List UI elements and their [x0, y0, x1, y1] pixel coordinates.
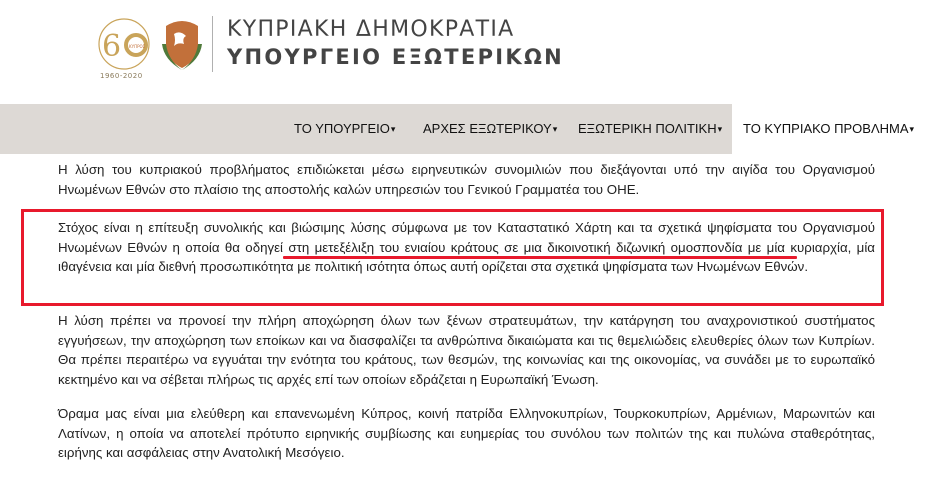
- nav-item-label: ΑΡΧΕΣ ΕΞΩΤΕΡΙΚΟΥ: [423, 121, 552, 136]
- site-header: [0, 0, 929, 104]
- paragraph-vision: Όραμα μας είναι μια ελεύθερη και επανενωμένη Κύπρος, κοινή πατρίδα Ελληνοκυπρίων, Τουρκοκυπρίων, Αρμένιων, Μαρωνιτών και Λατίνων, η οποία να αποτελεί πρότυπο ειρηνικής συμβίωσης και ευημερίας του συνόλου των πολιτών της και πυλώνα σταθερότητας, ειρήνης και ασφάλειας στην Ανατολική Μεσόγειο.: [58, 406, 875, 461]
- nav-item-foreign-policy[interactable]: [578, 104, 722, 154]
- paragraph-solution-talks: Η λύση του κυπριακού προβλήματος επιδιώκεται μέσω ειρηνευτικών συνομιλιών που διεξάγονται υπό την αιγίδα του Οργανισμού Ηνωμένων Εθνών στο πλαίσιο της αποστολής καλών υπηρεσιών του Γενικού Γραμματέα του ΟΗΕ.: [58, 162, 875, 197]
- chevron-down-icon: ▾: [552, 124, 558, 134]
- paragraph-objective: Στόχος είναι η επίτευξη συνολικής και βιώσιμης λύσης σύμφωνα με τον Καταστατικό Χάρτη και τα σχετικά ψηφίσματα του Οργανισμού Ηνωμένων Εθνών η οποία θα οδηγεί στη μετεξέλιξη του ενιαίου κράτους σε μια δικοινοτική διζωνική ομοσπονδία με μία κυριαρχία, μία ιθαγένεια και μία διεθνή προσωπικότητα με πολιτική ισότητα όπως αυτή ορίζεται στα σχετικά ψηφίσματα των Ηνωμένων Εθνών.: [58, 220, 875, 275]
- paragraph-requirements: Η λύση πρέπει να προνοεί την πλήρη αποχώρηση όλων των ξένων στρατευμάτων, την κατάργηση του αναχρονιστικού συστήματος εγγυήσεων, την αποχώρηση των εποίκων και να διασφαλίζει τα ανθρώπινα δικαιώματα και τις θεμελιώδεις ελευθερίες όλων των Κυπρίων. Θα πρέπει περαιτέρω να εγγυάται την ενότητα του κράτους, των θεσμών, της κοινωνίας και της οικονομίας, να συνάδει με το ευρωπαϊκό κεκτημένο και να σέβεται πλήρως τις αρχές επί των οποίων εδράζεται η Ευρωπαϊκή Ένωση.: [58, 313, 875, 388]
- country-title: ΚΥΠΡΙΑΚΗ ΔΗΜΟΚΡΑΤΙΑ: [227, 17, 515, 42]
- annotation-underline: [283, 256, 797, 259]
- chevron-down-icon: ▾: [717, 124, 723, 134]
- chevron-down-icon: ▾: [390, 124, 396, 134]
- anniversary-years: 1960-2020: [100, 72, 143, 80]
- nav-item-label: ΤΟ ΥΠΟΥΡΓΕΙΟ: [294, 121, 390, 136]
- chevron-down-icon: ▾: [909, 124, 915, 134]
- nav-item-label: ΤΟ ΚΥΠΡΙΑΚΟ ΠΡΟΒΛΗΜΑ: [743, 121, 909, 136]
- svg-text:ΚΥΠΡΟΣ: ΚΥΠΡΟΣ: [129, 44, 146, 49]
- 60-anniversary-logo-icon[interactable]: [96, 16, 152, 72]
- header-divider: [212, 16, 213, 72]
- main-navigation: [0, 104, 929, 154]
- nav-item-label: ΕΞΩΤΕΡΙΚΗ ΠΟΛΙΤΙΚΗ: [578, 121, 717, 136]
- nav-item-cyprus-problem[interactable]: [732, 104, 929, 154]
- nav-item-ministry[interactable]: [294, 104, 395, 154]
- cyprus-emblem-icon[interactable]: [158, 16, 206, 72]
- svg-text:6: 6: [102, 29, 122, 64]
- ministry-title[interactable]: ΥΠΟΥΡΓΕΙΟ ΕΞΩΤΕΡΙΚΩΝ: [227, 45, 564, 69]
- nav-item-missions-abroad[interactable]: [423, 104, 557, 154]
